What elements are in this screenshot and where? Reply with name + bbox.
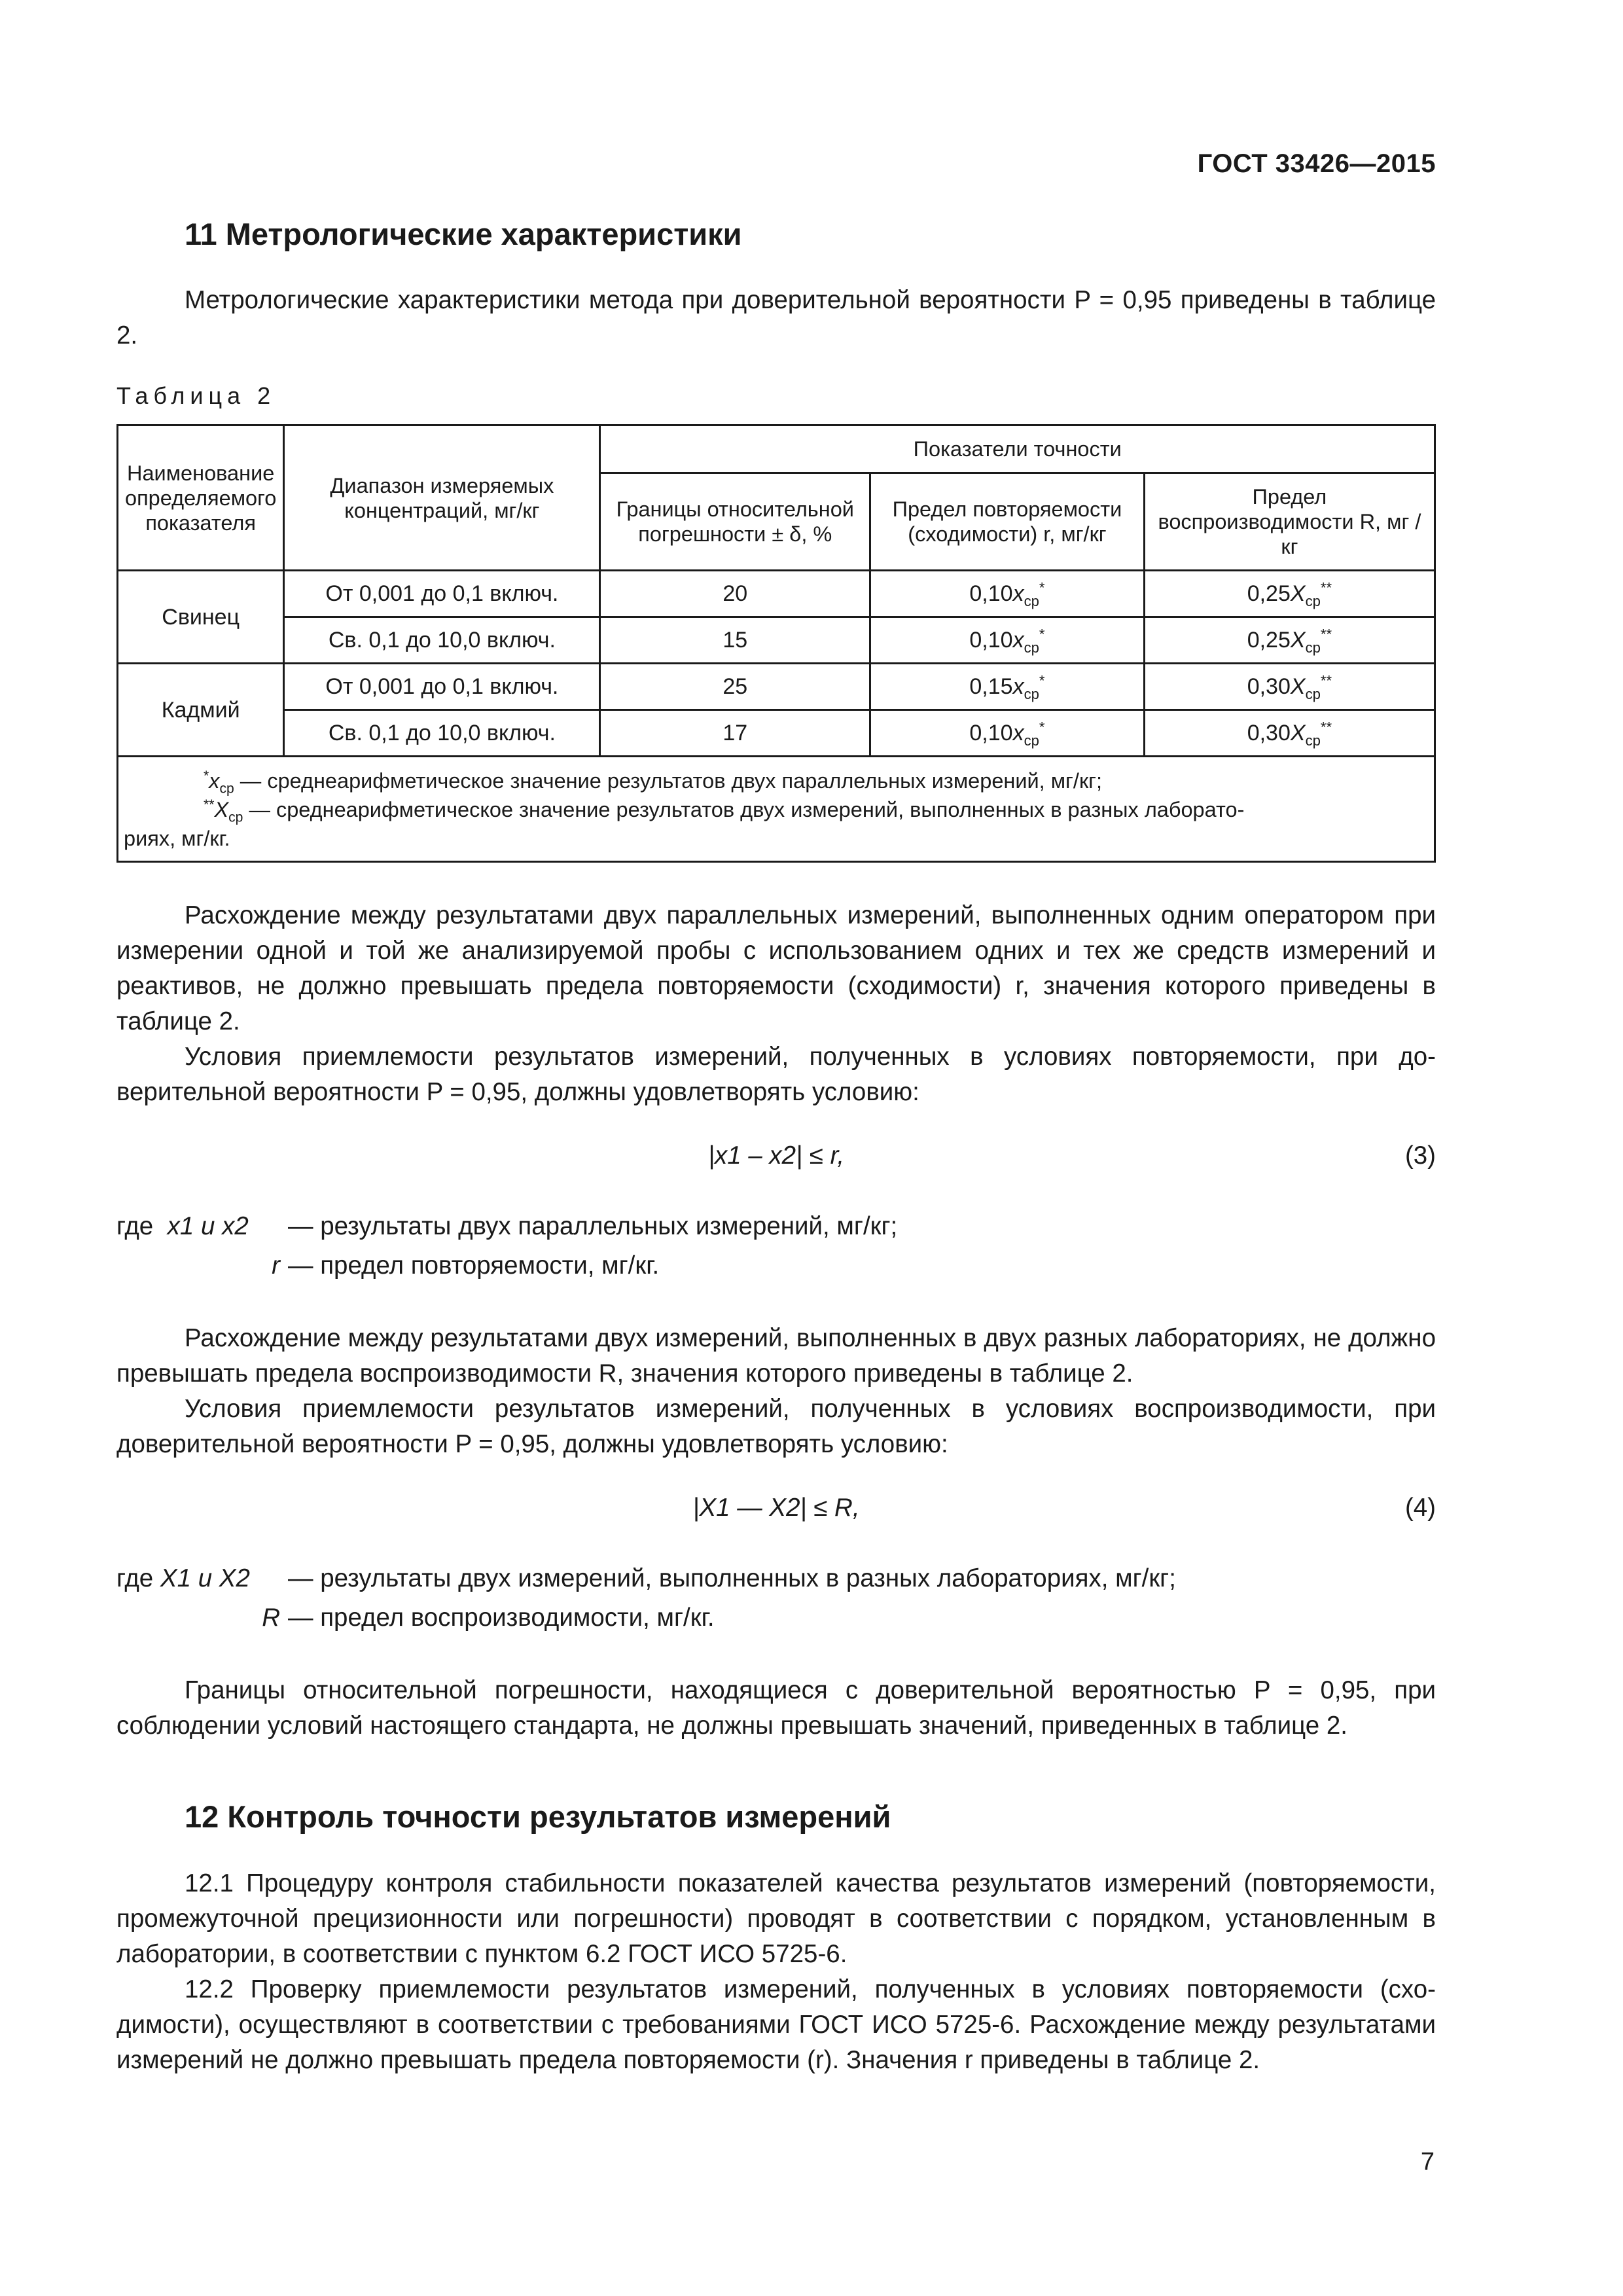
range-cell: Св. 0,1 до 10,0 включ. xyxy=(284,617,600,664)
where-row: где X1 и X2 — результаты двух измерений, выполненных в разных лабораториях, мг/кг; xyxy=(116,1564,1176,1593)
reproducibility-cell: $0,25X_{ср}^{**}$ xyxy=(1144,571,1435,617)
table-row xyxy=(118,617,1435,664)
formula-4-number: (4) xyxy=(1404,1494,1436,1522)
table-row xyxy=(118,571,1435,617)
formula-3 xyxy=(116,1136,1436,1182)
where-row: r — предел повторяемости, мг/кг. xyxy=(272,1251,660,1280)
where-row: где x1 и x2 — результаты двух параллельных измерений, мг/кг; xyxy=(116,1212,898,1241)
where-row: R — предел воспроизводимости, мг/кг. xyxy=(262,1604,715,1632)
section-11-intro: Метрологические характеристики метода при доверительной вероятности P = 0,95 приведены в таблице 2. xyxy=(116,286,1436,350)
formula-3-expression: |x1 – x2| ≤ r, xyxy=(707,1141,845,1170)
note-2-continuation: риях, мг/кг. xyxy=(124,827,230,851)
table-notes xyxy=(118,757,1435,862)
formula-4-expression: |X1 — X2| ≤ R, xyxy=(692,1494,860,1522)
paragraph-repeatability: Расхождение между результатами двух параллельных измерений, выполненных одним оператором при измерении одной и той же анализируемой пробы с использованием одних и тех же средств измерений и реактивов, не должно превышать предела повторяемости (сходимости) r, значения которого приведены в таблице 2. xyxy=(116,901,1436,1036)
repeatability-cell: $0,10x_{ср}^*$ xyxy=(870,571,1145,617)
paragraph-reproducibility: Расхождение между результатами двух измерений, выполненных в двух разных лабораториях, не должно превышать предела воспроизводимости R, значения которого приведены в таблице 2. xyxy=(116,1324,1436,1388)
metrology-table xyxy=(116,424,1436,863)
where-block-4 xyxy=(116,1559,1436,1638)
reproducibility-cell: $0,30X_{ср}^{**}$ xyxy=(1144,710,1435,757)
header-repeatability: Предел повторяемости (сходимости) r, мг/кг xyxy=(870,473,1145,571)
analyte-name: Свинец xyxy=(118,571,284,664)
range-cell: От 0,001 до 0,1 включ. xyxy=(284,571,600,617)
header-name: Наименование определяемого показателя xyxy=(118,425,284,571)
range-cell: От 0,001 до 0,1 включ. xyxy=(284,664,600,710)
repeatability-cell: $0,10x_{ср}^*$ xyxy=(870,617,1145,664)
table-caption: Таблица 2 xyxy=(116,382,276,410)
formula-4 xyxy=(116,1488,1436,1534)
repeatability-cell: $0,10x_{ср}^*$ xyxy=(870,710,1145,757)
note-2: $^{**}X_{ср}$ — среднеарифметическое значение результатов двух измерений, выполненных в разных лаборато- xyxy=(204,797,1245,825)
page-number: 7 xyxy=(1420,2148,1435,2176)
reproducibility-cell: $0,30X_{ср}^{**}$ xyxy=(1144,664,1435,710)
range-cell: Св. 0,1 до 10,0 включ. xyxy=(284,710,600,757)
bounds-cell: 25 xyxy=(600,664,870,710)
document-code: ГОСТ 33426—2015 xyxy=(1197,149,1436,178)
paragraph-12-1: 12.1 Процедуру контроля стабильности показателей качества результатов измерений (повторяемости, промежуточной прецизионности или погрешности) проводят в соответствии с порядком, установленным в лаборатории, в соответствии с пунктом 6.2 ГОСТ ИСО 5725-6. xyxy=(116,1869,1436,1968)
paragraph-repeatability-condition: Условия приемлемости результатов измерений, полученных в условиях повторяемости, при доверительной вероятности P = 0,95, должны удовлетворять условию: xyxy=(116,1043,1436,1107)
where-block-3 xyxy=(116,1207,1436,1285)
header-range: Диапазон измеряемых концентраций, мг/кг xyxy=(284,425,600,571)
section-11-title: 11 Метрологические характеристики xyxy=(185,217,742,251)
section-12-title: 12 Контроль точности результатов измерений xyxy=(185,1799,891,1835)
note-1: $^*x_{ср}$ — среднеарифметическое значение результатов двух параллельных измерений, мг/кг; xyxy=(204,768,1103,797)
analyte-name: Кадмий xyxy=(118,664,284,757)
reproducibility-cell: $0,25X_{ср}^{**}$ xyxy=(1144,617,1435,664)
bounds-cell: 15 xyxy=(600,617,870,664)
page-content xyxy=(116,216,1436,2078)
table-row xyxy=(118,710,1435,757)
formula-3-number: (3) xyxy=(1404,1141,1436,1170)
paragraph-reproducibility-condition: Условия приемлемости результатов измерений, полученных в условиях воспроизводимости, при доверительной вероятности P = 0,95, должны удовлетворять условию: xyxy=(116,1395,1436,1459)
bounds-cell: 17 xyxy=(600,710,870,757)
header-reproducibility: Предел воспроизводимости R, мг /кг xyxy=(1144,473,1435,571)
table-row xyxy=(118,664,1435,710)
paragraph-error-bounds: Границы относительной погрешности, находящиеся с доверительной вероятностью P = 0,95, при соблюдении условий настоящего стандарта, не должны превышать значений, приведенных в таблице 2. xyxy=(116,1676,1436,1740)
header-bounds: Границы относительной погрешности ± δ, % xyxy=(600,473,870,571)
header-accuracy-group: Показатели точности xyxy=(600,425,1435,473)
paragraph-12-2: 12.2 Проверку приемлемости результатов измерений, полученных в условиях повторяемости (сходимости), осуществляют в соответствии с требованиями ГОСТ ИСО 5725-6. Расхождение между результатами измерений не должно превышать предела повторяемости (r). Значения r приведены в таблице 2. xyxy=(116,1975,1436,2074)
repeatability-cell: $0,15x_{ср}^*$ xyxy=(870,664,1145,710)
bounds-cell: 20 xyxy=(600,571,870,617)
